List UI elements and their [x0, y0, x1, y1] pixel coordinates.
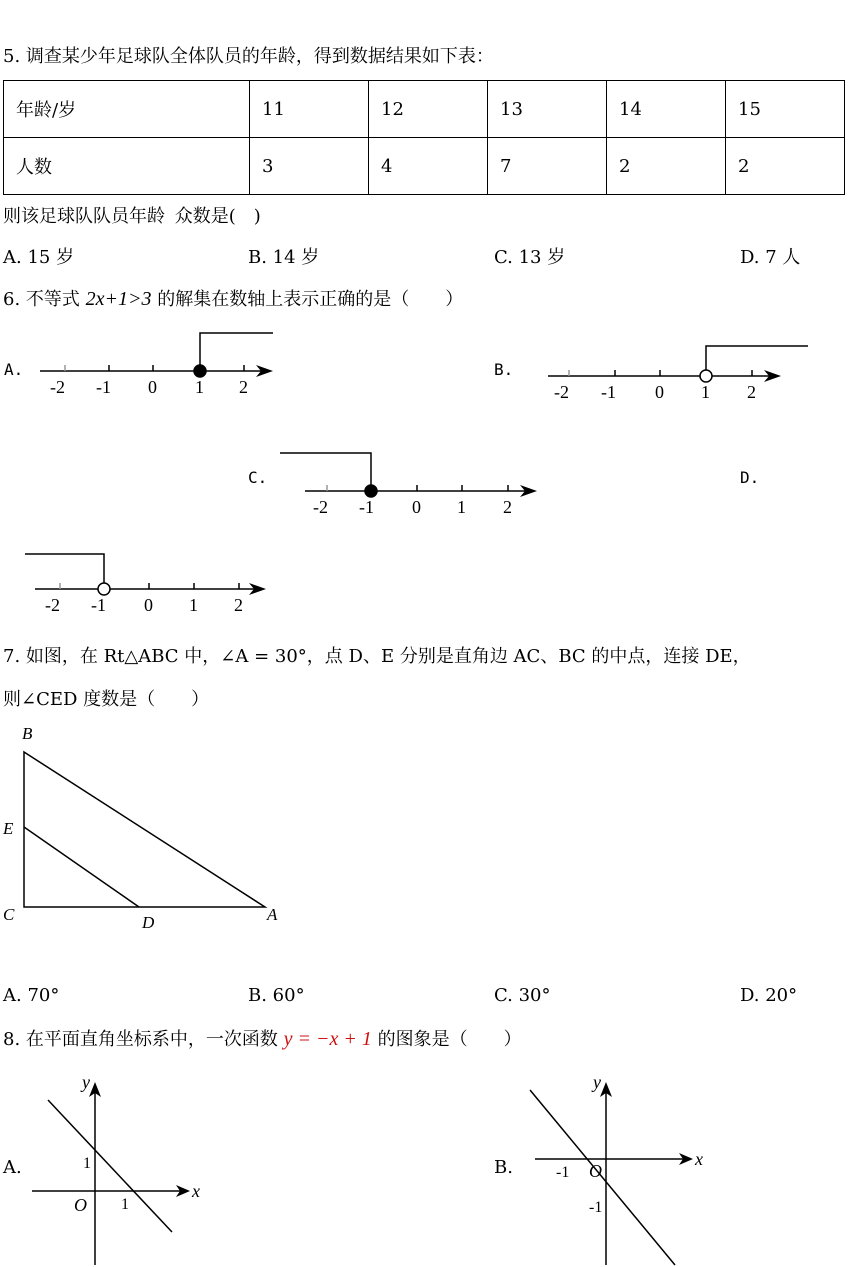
number-line-d: [20, 545, 275, 620]
q6-option-c-label[interactable]: C.: [248, 468, 268, 487]
vertex-label-c: C: [3, 905, 15, 924]
axis-label-x: x: [695, 1149, 703, 1169]
tick-label: 2: [747, 382, 756, 402]
table-cell: 2: [726, 138, 845, 195]
axis-label-y: y: [593, 1072, 601, 1092]
q8-stem: [3, 1025, 522, 1051]
table-cell: 12: [369, 81, 488, 138]
axis-label-x: x: [192, 1181, 200, 1201]
tick-label: -2: [554, 382, 569, 402]
q6-stem: [3, 285, 463, 311]
number-line-b: [538, 330, 813, 405]
q7-line2: 则∠CED 度数是（ ）: [3, 689, 210, 710]
table-cell: 13: [488, 81, 607, 138]
tick-label: 2: [239, 377, 248, 397]
tick-label: 0: [148, 377, 157, 397]
vertex-label-e: E: [3, 819, 14, 838]
q8-option-b-label[interactable]: B.: [494, 1157, 513, 1178]
table-cell: 人数: [4, 138, 250, 195]
q7-line1: 7. 如图，在 Rt△ABC 中，∠A = 30°，点 D、E 分别是直角边 AC、BC 的中点，连接 DE，: [3, 646, 751, 667]
y-intercept-label: -1: [589, 1199, 603, 1216]
tick-label: -2: [45, 595, 60, 615]
tick-label: 1: [189, 595, 198, 615]
age-table: [3, 80, 845, 195]
q5-option-b[interactable]: B. 14 岁: [248, 247, 320, 268]
q6-expr: 2x+1>3: [85, 288, 152, 310]
tick-label: -1: [359, 497, 374, 517]
x-intercept-label: 1: [121, 1196, 129, 1213]
x-intercept-label: -1: [556, 1164, 570, 1181]
table-cell: 15: [726, 81, 845, 138]
axis-label-y: y: [82, 1072, 90, 1092]
table-cell: 7: [488, 138, 607, 195]
q5-option-a[interactable]: A. 15 岁: [3, 247, 75, 268]
table-cell: 4: [369, 138, 488, 195]
tick-label: 0: [412, 497, 421, 517]
q6-option-b-label[interactable]: B.: [494, 360, 514, 379]
origin-label: O: [589, 1161, 602, 1181]
table-row: [4, 138, 845, 195]
graph-a: [30, 1070, 210, 1267]
tick-label: -2: [50, 377, 65, 397]
q5-stem: 5. 调查某少年足球队全体队员的年龄，得到数据结果如下表：: [3, 46, 494, 67]
vertex-label-d: D: [142, 913, 155, 932]
q5-question: [3, 202, 261, 228]
tick-label: 0: [655, 382, 664, 402]
tick-label: 1: [457, 497, 466, 517]
tick-label: 0: [144, 595, 153, 615]
tick-label: -1: [96, 377, 111, 397]
y-intercept-label: 1: [83, 1155, 91, 1172]
origin-label: O: [74, 1195, 87, 1215]
q8-expr: y = −x + 1: [283, 1028, 372, 1050]
table-cell: 11: [250, 81, 369, 138]
tick-label: 2: [503, 497, 512, 517]
q5-option-d[interactable]: D. 7 人: [740, 247, 801, 268]
q8-prefix: 8. 在平面直角坐标系中，一次函数: [3, 1029, 278, 1050]
table-row: [4, 81, 845, 138]
tick-label: 2: [234, 595, 243, 615]
tick-label: 1: [195, 377, 204, 397]
q6-option-d-label[interactable]: D.: [740, 468, 760, 487]
q7-option-a[interactable]: A. 70°: [3, 985, 60, 1006]
graph-b: [525, 1070, 725, 1267]
q7-option-d[interactable]: D. 20°: [740, 985, 798, 1006]
q5-question-text: 则该足球队队员年龄: [3, 206, 165, 227]
q7-option-b[interactable]: B. 60°: [248, 985, 305, 1006]
vertex-label-b: B: [22, 724, 33, 743]
triangle-figure: [0, 720, 300, 935]
tick-label: -1: [91, 595, 106, 615]
number-line-c: [275, 445, 545, 520]
q5-question-tail: 众数是( ): [174, 206, 261, 227]
table-cell: 14: [607, 81, 726, 138]
tick-label: -1: [601, 382, 616, 402]
q6-suffix: 的解集在数轴上表示正确的是（ ）: [157, 289, 464, 310]
q6-option-a-label[interactable]: A.: [4, 360, 24, 379]
q5-option-c[interactable]: C. 13 岁: [494, 247, 566, 268]
vertex-label-a: A: [267, 905, 278, 924]
table-cell: 年龄/岁: [4, 81, 250, 138]
q7-option-c[interactable]: C. 30°: [494, 985, 551, 1006]
tick-label: -2: [313, 497, 328, 517]
table-cell: 2: [607, 138, 726, 195]
q8-suffix: 的图象是（ ）: [377, 1029, 522, 1050]
table-cell: 3: [250, 138, 369, 195]
q6-prefix: 6. 不等式: [3, 289, 80, 310]
tick-label: 1: [701, 382, 710, 402]
q8-option-a-label[interactable]: A.: [3, 1157, 22, 1178]
number-line-a: [30, 325, 280, 400]
